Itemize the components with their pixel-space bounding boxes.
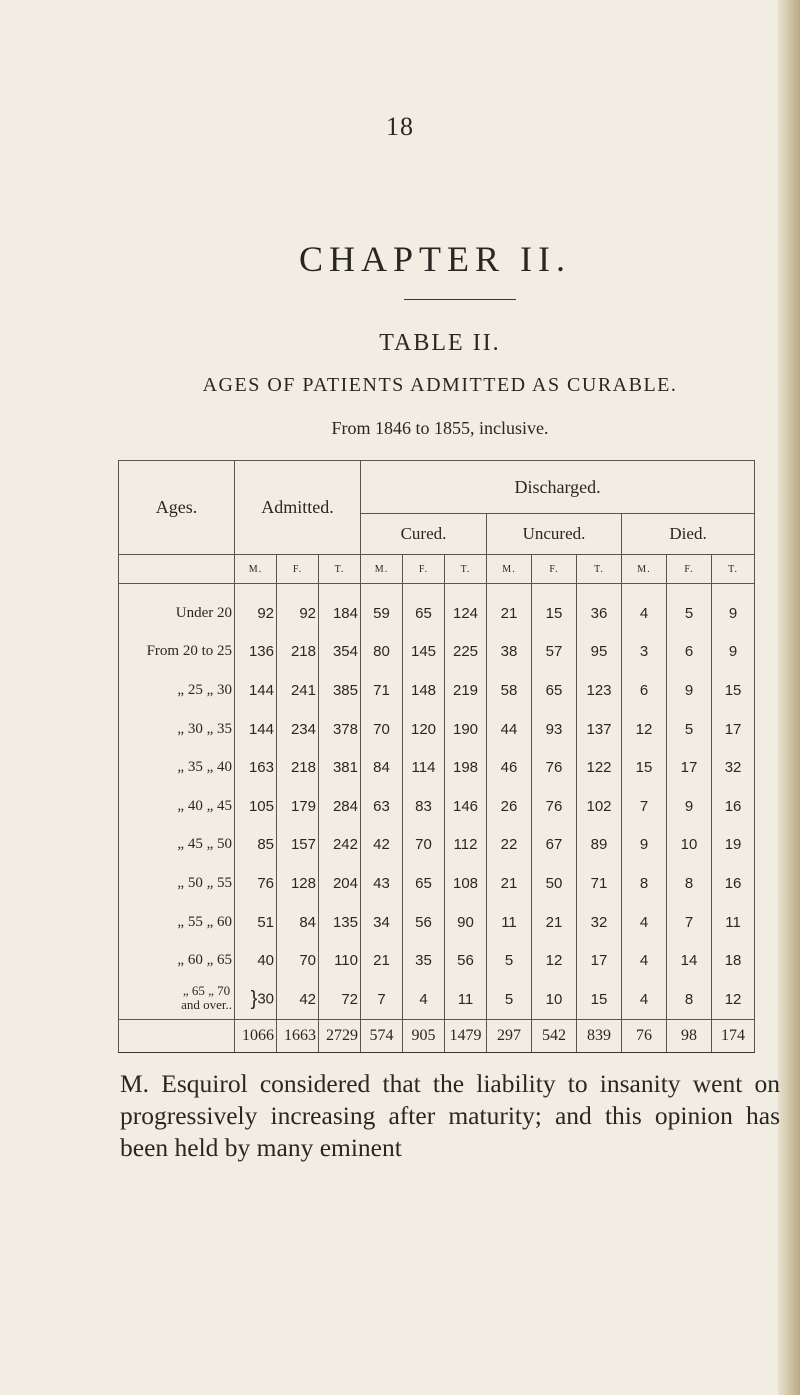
cell-unc-f: 50: [532, 864, 577, 903]
cell-cur-m: 71: [361, 671, 403, 710]
cell-unc-f: 57: [532, 633, 577, 672]
cell-die-f: 8: [667, 980, 712, 1019]
cell-cur-m: 34: [361, 903, 403, 942]
cell-cur-m: 7: [361, 980, 403, 1019]
cell-unc-t: 89: [577, 826, 622, 865]
cell-unc-f: 76: [532, 748, 577, 787]
cell-cur-m: 84: [361, 748, 403, 787]
age-range-cell: „ 35 „ 40: [119, 748, 235, 787]
cell-unc-f: 12: [532, 941, 577, 980]
table-row: [119, 903, 755, 942]
body-paragraph: M. Esquirol considered that the liability to insanity went on progressively increasing after maturity; and this opinion has been held by many eminent: [120, 1069, 780, 1162]
total-unc-t: 839: [577, 1019, 622, 1052]
cell-die-m: 6: [622, 671, 667, 710]
table-row: [119, 748, 755, 787]
age-range-cell: „ 40 „ 45: [119, 787, 235, 826]
cell-die-m: 12: [622, 710, 667, 749]
cell-die-m: 9: [622, 826, 667, 865]
cell-cur-m: 70: [361, 710, 403, 749]
age-range-cell: [119, 980, 235, 1019]
cell-adm-f: 179: [277, 787, 319, 826]
cell-cur-m: 63: [361, 787, 403, 826]
cell-cur-m: 59: [361, 584, 403, 633]
cell-unc-m: 5: [487, 941, 532, 980]
page-number: 18: [386, 112, 414, 141]
cell-cur-f: 65: [403, 864, 445, 903]
cell-adm-t: 381: [319, 748, 361, 787]
age-range-cell: „ 50 „ 55: [119, 864, 235, 903]
table-row: [119, 787, 755, 826]
cell-unc-f: 10: [532, 980, 577, 1019]
cell-cur-t: 108: [445, 864, 487, 903]
cell-adm-f: 128: [277, 864, 319, 903]
cell-adm-f: 42: [277, 980, 319, 1019]
cell-unc-f: 15: [532, 584, 577, 633]
chapter-heading: CHAPTER II.: [299, 239, 571, 279]
cell-cur-t: 198: [445, 748, 487, 787]
cell-die-m: 4: [622, 980, 667, 1019]
table-subtitle: AGES OF PATIENTS ADMITTED AS CURABLE.: [202, 374, 678, 396]
header-f: F.: [532, 555, 577, 584]
cell-adm-m: 144: [235, 710, 277, 749]
header-died: Died.: [622, 514, 755, 555]
cell-unc-f: 76: [532, 787, 577, 826]
age-range-cell: „ 45 „ 50: [119, 826, 235, 865]
cell-adm-f: 157: [277, 826, 319, 865]
cell-unc-t: 15: [577, 980, 622, 1019]
cell-adm-t: 378: [319, 710, 361, 749]
cell-cur-t: 219: [445, 671, 487, 710]
cell-die-m: 3: [622, 633, 667, 672]
cell-unc-t: 95: [577, 633, 622, 672]
cell-unc-f: 93: [532, 710, 577, 749]
total-die-t: 174: [712, 1019, 755, 1052]
total-cur-m: 574: [361, 1019, 403, 1052]
table-row: [119, 710, 755, 749]
header-admitted: Admitted.: [235, 461, 361, 555]
cell-adm-m: }30: [235, 980, 277, 1019]
table-row: [119, 941, 755, 980]
cell-adm-t: 204: [319, 864, 361, 903]
cell-cur-f: 120: [403, 710, 445, 749]
cell-adm-m: 92: [235, 584, 277, 633]
cell-cur-t: 112: [445, 826, 487, 865]
header-cured: Cured.: [361, 514, 487, 555]
cell-adm-f: 241: [277, 671, 319, 710]
cell-die-t: 12: [712, 980, 755, 1019]
cell-die-t: 15: [712, 671, 755, 710]
cell-unc-t: 36: [577, 584, 622, 633]
cell-die-m: 4: [622, 584, 667, 633]
cell-unc-m: 46: [487, 748, 532, 787]
table-row: [119, 980, 755, 1019]
table-row: [119, 584, 755, 633]
cell-adm-t: 385: [319, 671, 361, 710]
cell-cur-f: 56: [403, 903, 445, 942]
cell-unc-t: 122: [577, 748, 622, 787]
table-title: TABLE II.: [379, 330, 501, 356]
cell-adm-t: 110: [319, 941, 361, 980]
totals-row: [119, 1019, 755, 1052]
cell-die-f: 7: [667, 903, 712, 942]
table-row: [119, 633, 755, 672]
cell-adm-t: 72: [319, 980, 361, 1019]
cell-adm-m: 51: [235, 903, 277, 942]
cell-cur-t: 11: [445, 980, 487, 1019]
cell-cur-m: 21: [361, 941, 403, 980]
cell-cur-f: 83: [403, 787, 445, 826]
total-cur-t: 1479: [445, 1019, 487, 1052]
header-discharged: Discharged.: [361, 461, 755, 514]
cell-cur-t: 56: [445, 941, 487, 980]
header-t: T.: [319, 555, 361, 584]
cell-value: 30: [257, 990, 274, 1008]
age-range-line: and over..: [181, 997, 232, 1013]
header-t: T.: [445, 555, 487, 584]
header-m: M.: [235, 555, 277, 584]
cell-die-t: 16: [712, 864, 755, 903]
cell-die-f: 14: [667, 941, 712, 980]
cell-die-t: 17: [712, 710, 755, 749]
cell-unc-t: 17: [577, 941, 622, 980]
age-range-cell: „ 60 „ 65: [119, 941, 235, 980]
cell-unc-m: 58: [487, 671, 532, 710]
cell-die-m: 4: [622, 941, 667, 980]
total-unc-m: 297: [487, 1019, 532, 1052]
table-date-range: From 1846 to 1855, inclusive.: [331, 418, 549, 438]
cell-cur-f: 148: [403, 671, 445, 710]
cell-cur-t: 90: [445, 903, 487, 942]
header-blank: [119, 555, 235, 584]
cell-unc-m: 21: [487, 864, 532, 903]
cell-cur-f: 70: [403, 826, 445, 865]
header-m: M.: [622, 555, 667, 584]
total-die-m: 76: [622, 1019, 667, 1052]
cell-adm-t: 354: [319, 633, 361, 672]
cell-die-f: 6: [667, 633, 712, 672]
cell-unc-m: 5: [487, 980, 532, 1019]
cell-unc-t: 123: [577, 671, 622, 710]
cell-cur-t: 124: [445, 584, 487, 633]
cell-cur-m: 80: [361, 633, 403, 672]
cell-unc-f: 67: [532, 826, 577, 865]
cell-unc-m: 22: [487, 826, 532, 865]
cell-cur-f: 65: [403, 584, 445, 633]
cell-die-t: 11: [712, 903, 755, 942]
table-row: [119, 671, 755, 710]
cell-adm-f: 234: [277, 710, 319, 749]
cell-unc-m: 26: [487, 787, 532, 826]
total-cur-f: 905: [403, 1019, 445, 1052]
cell-cur-m: 43: [361, 864, 403, 903]
cell-unc-m: 44: [487, 710, 532, 749]
cell-die-t: 16: [712, 787, 755, 826]
cell-unc-f: 65: [532, 671, 577, 710]
cell-unc-t: 102: [577, 787, 622, 826]
cell-die-f: 9: [667, 671, 712, 710]
cell-unc-m: 38: [487, 633, 532, 672]
header-m: M.: [487, 555, 532, 584]
cell-cur-t: 146: [445, 787, 487, 826]
page-edge: [778, 0, 800, 1395]
cell-cur-f: 35: [403, 941, 445, 980]
total-adm-m: 1066: [235, 1019, 277, 1052]
cell-unc-t: 137: [577, 710, 622, 749]
totals-label-cell: [119, 1019, 235, 1052]
cell-die-t: 19: [712, 826, 755, 865]
age-range-cell: „ 25 „ 30: [119, 671, 235, 710]
cell-die-t: 32: [712, 748, 755, 787]
cell-cur-t: 190: [445, 710, 487, 749]
cell-unc-m: 21: [487, 584, 532, 633]
header-ages: Ages.: [119, 461, 235, 555]
cell-adm-m: 76: [235, 864, 277, 903]
total-die-f: 98: [667, 1019, 712, 1052]
age-range-line: „ 65 „ 70: [182, 983, 231, 999]
cell-adm-m: 85: [235, 826, 277, 865]
age-range-cell: „ 30 „ 35: [119, 710, 235, 749]
cell-unc-t: 32: [577, 903, 622, 942]
age-range-cell: From 20 to 25: [119, 633, 235, 672]
cell-adm-t: 284: [319, 787, 361, 826]
ages-table: [118, 460, 755, 1053]
cell-die-m: 7: [622, 787, 667, 826]
header-t: T.: [712, 555, 755, 584]
total-unc-f: 542: [532, 1019, 577, 1052]
cell-adm-f: 92: [277, 584, 319, 633]
cell-die-m: 15: [622, 748, 667, 787]
total-adm-f: 1663: [277, 1019, 319, 1052]
header-m: M.: [361, 555, 403, 584]
cell-adm-m: 144: [235, 671, 277, 710]
cell-adm-t: 135: [319, 903, 361, 942]
total-adm-t: 2729: [319, 1019, 361, 1052]
cell-die-t: 9: [712, 584, 755, 633]
table-row: [119, 864, 755, 903]
cell-cur-t: 225: [445, 633, 487, 672]
age-range-cell: Under 20: [119, 584, 235, 633]
cell-die-f: 5: [667, 584, 712, 633]
cell-die-f: 9: [667, 787, 712, 826]
cell-unc-f: 21: [532, 903, 577, 942]
cell-adm-m: 105: [235, 787, 277, 826]
header-f: F.: [667, 555, 712, 584]
cell-die-f: 17: [667, 748, 712, 787]
cell-die-m: 4: [622, 903, 667, 942]
cell-die-f: 10: [667, 826, 712, 865]
cell-cur-f: 4: [403, 980, 445, 1019]
header-t: T.: [577, 555, 622, 584]
cell-unc-m: 11: [487, 903, 532, 942]
cell-unc-t: 71: [577, 864, 622, 903]
cell-die-t: 18: [712, 941, 755, 980]
cell-die-f: 8: [667, 864, 712, 903]
cell-adm-f: 218: [277, 748, 319, 787]
age-range-cell: „ 55 „ 60: [119, 903, 235, 942]
cell-adm-t: 242: [319, 826, 361, 865]
table-row: [119, 826, 755, 865]
divider-rule: [404, 299, 516, 300]
cell-cur-m: 42: [361, 826, 403, 865]
cell-die-f: 5: [667, 710, 712, 749]
cell-adm-f: 218: [277, 633, 319, 672]
cell-die-t: 9: [712, 633, 755, 672]
cell-cur-f: 145: [403, 633, 445, 672]
cell-adm-m: 40: [235, 941, 277, 980]
cell-adm-f: 70: [277, 941, 319, 980]
cell-adm-f: 84: [277, 903, 319, 942]
cell-cur-f: 114: [403, 748, 445, 787]
cell-adm-t: 184: [319, 584, 361, 633]
header-f: F.: [277, 555, 319, 584]
header-f: F.: [403, 555, 445, 584]
cell-adm-m: 136: [235, 633, 277, 672]
cell-adm-m: 163: [235, 748, 277, 787]
header-uncured: Uncured.: [487, 514, 622, 555]
cell-die-m: 8: [622, 864, 667, 903]
